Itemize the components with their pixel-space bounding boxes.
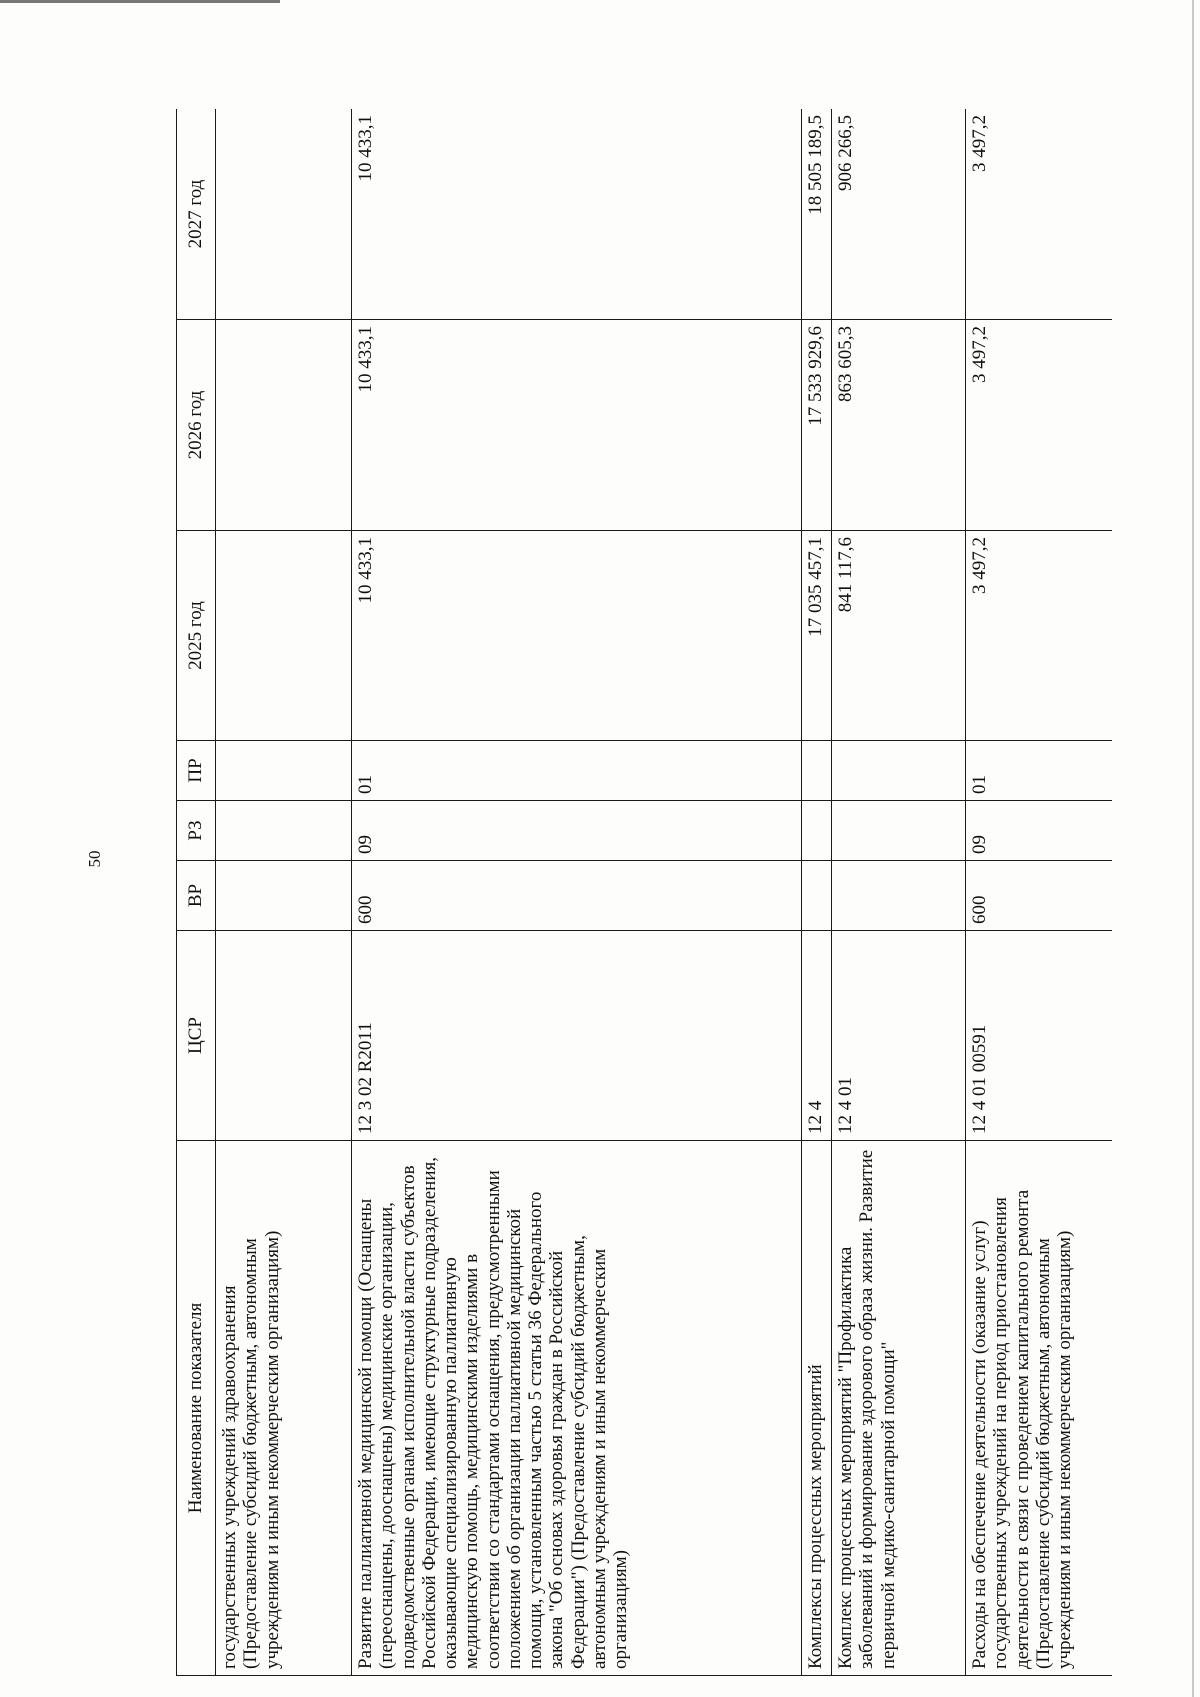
header-2026: 2026 год — [177, 320, 216, 531]
cell-csr: 12 4 — [802, 931, 832, 1141]
cell-2026: 17 533 929,6 — [802, 320, 832, 531]
cell-name: Развитие паллиативной медицинской помощи (Оснащены (переоснащены, дооснащены) медицинские организации, подведомственные органам исполнительной власти субъектов Российской Федерации, имеющие структурные подразделения, оказывающие специализированную паллиативную медицинскую помощь, медицинскими изделиями в соответствии со стандартами оснащения, предусмотренными положением об организации паллиативной медицинской помощи, установленным частью 5 статьи 36 Федерального закона "Об основах здоровья граждан в Российской Федерации") (Предоставление субсидий бюджетным, автономным учреждениям и иным некоммерческим организациям) — [352, 1141, 802, 1676]
table-row — [802, 109, 832, 1676]
cell-2026: 863 605,3 — [832, 320, 966, 531]
header-pr: ПР — [177, 741, 216, 801]
cell-rz: 09 — [966, 801, 1113, 861]
cell-2025 — [216, 531, 352, 741]
cell-vr — [216, 861, 352, 931]
cell-2027: 906 266,5 — [832, 109, 966, 320]
cell-name: Комплекс процессных мероприятий "Профилактика заболеваний и формирование здорового образа жизни. Развитие первичной медико-санитарной помощи" — [832, 1141, 966, 1676]
cell-rz — [802, 801, 832, 861]
cell-2027: 3 497,2 — [966, 109, 1113, 320]
cell-name: Комплексы процессных мероприятий — [802, 1141, 832, 1676]
cell-rz — [216, 801, 352, 861]
cell-pr: 01 — [966, 741, 1113, 801]
cell-csr — [216, 931, 352, 1141]
cell-2026: 3 497,2 — [966, 320, 1113, 531]
cell-pr — [216, 741, 352, 801]
cell-2025: 841 117,6 — [832, 531, 966, 741]
table-wrap — [176, 109, 1112, 1676]
cell-pr — [802, 741, 832, 801]
table-row — [352, 109, 802, 1676]
header-vr: ВР — [177, 861, 216, 931]
header-rz: РЗ — [177, 801, 216, 861]
cell-csr: 12 3 02 R2011 — [352, 931, 802, 1141]
cell-2027: 18 505 189,5 — [802, 109, 832, 320]
cell-2025: 10 433,1 — [352, 531, 802, 741]
cell-name: государственных учреждений здравоохранения (Предоставление субсидий бюджетным, автономным учреждениям и иным некоммерческим организациям) — [216, 1141, 352, 1676]
page-number: 50 — [85, 850, 104, 868]
scan-edge-top — [0, 0, 280, 3]
cell-2026: 10 433,1 — [352, 320, 802, 531]
cell-vr — [832, 861, 966, 931]
cell-rz — [832, 801, 966, 861]
cell-rz: 09 — [352, 801, 802, 861]
header-2027: 2027 год — [177, 109, 216, 320]
cell-2025: 3 497,2 — [966, 531, 1113, 741]
cell-pr: 01 — [352, 741, 802, 801]
header-2025: 2025 год — [177, 531, 216, 741]
cell-name: Расходы на обеспечение деятельности (оказание услуг) государственных учреждений на период приостановления деятельности в связи с проведением капитального ремонта (Предоставление субсидий бюджетным, автономным учреждениям и иным некоммерческим организациям) — [966, 1141, 1113, 1676]
cell-csr: 12 4 01 00591 — [966, 931, 1113, 1141]
header-name: Наименование показателя — [177, 1141, 216, 1676]
cell-csr: 12 4 01 — [832, 931, 966, 1141]
table-row — [832, 109, 966, 1676]
cell-pr — [832, 741, 966, 801]
table-row — [216, 109, 352, 1676]
cell-2027: 10 433,1 — [352, 109, 802, 320]
budget-table — [176, 109, 1112, 1676]
cell-2027 — [216, 109, 352, 320]
rotated-table-frame — [176, 109, 1112, 1676]
header-row — [177, 109, 216, 1676]
cell-2026 — [216, 320, 352, 531]
header-csr: ЦСР — [177, 931, 216, 1141]
cell-vr: 600 — [966, 861, 1113, 931]
table-row — [966, 109, 1113, 1676]
cell-2025: 17 035 457,1 — [802, 531, 832, 741]
scan-edge-right — [1192, 0, 1194, 1697]
cell-vr: 600 — [352, 861, 802, 931]
cell-vr — [802, 861, 832, 931]
